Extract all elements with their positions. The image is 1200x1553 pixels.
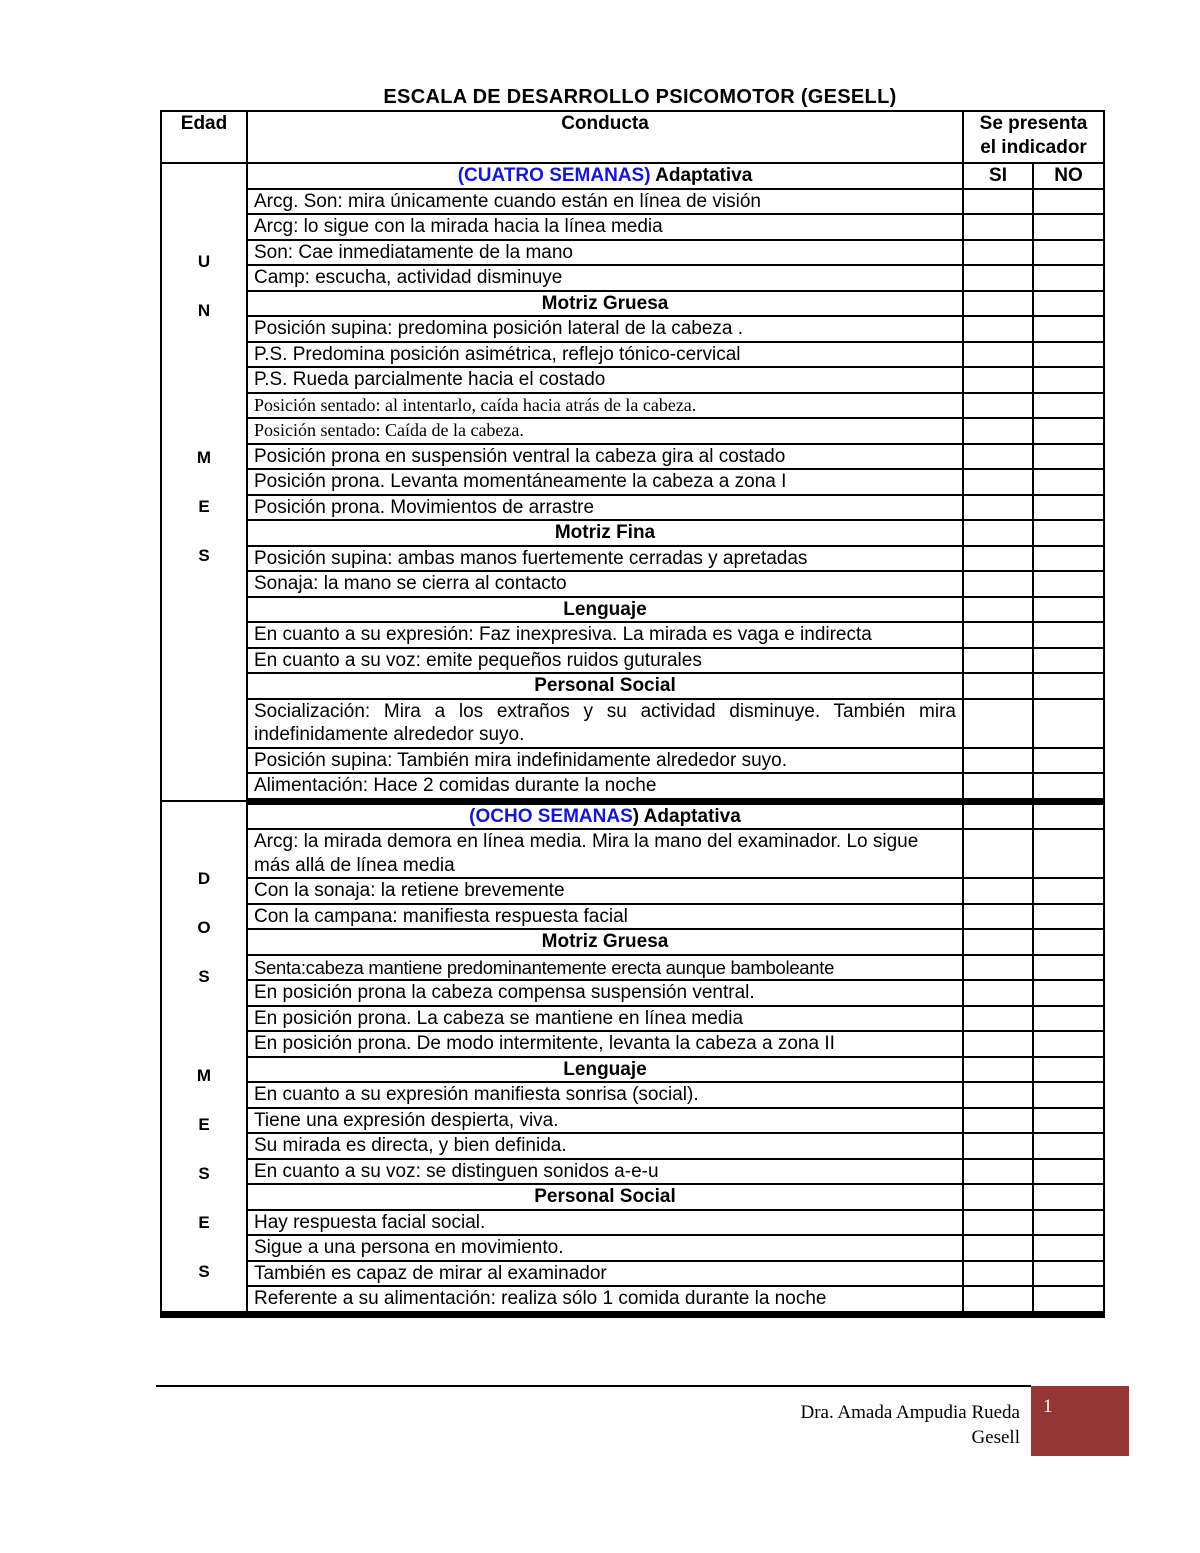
no-checkbox[interactable]: [1033, 367, 1104, 393]
no-checkbox[interactable]: [1033, 1184, 1104, 1210]
no-checkbox[interactable]: [1033, 878, 1104, 904]
table-row: [161, 316, 1104, 342]
no-checkbox[interactable]: [1033, 1159, 1104, 1185]
behavior-item: En cuanto a su voz: se distinguen sonidos a-e-u: [247, 1159, 963, 1185]
table-row: [161, 829, 1104, 878]
no-checkbox[interactable]: [1033, 829, 1104, 878]
si-checkbox[interactable]: [963, 367, 1033, 393]
header-presenta-line1: Se presenta: [979, 113, 1088, 134]
table-row: [161, 546, 1104, 572]
age-letter: M: [196, 1066, 212, 1086]
table-row: [161, 1235, 1104, 1261]
footer-subject: Gesell: [971, 1427, 1020, 1448]
age-letter: E: [198, 496, 210, 516]
footer-author: Dra. Amada Ampudia Rueda: [800, 1402, 1020, 1423]
table-row: [161, 1210, 1104, 1236]
si-checkbox[interactable]: [963, 1082, 1033, 1108]
table-row: [161, 1057, 1104, 1083]
si-checkbox[interactable]: [963, 240, 1033, 266]
no-checkbox[interactable]: [1033, 1031, 1104, 1057]
table-row: [161, 342, 1104, 368]
behavior-item: Posición prona. Levanta momentáneamente la cabeza a zona I: [247, 469, 963, 495]
behavior-item: En posición prona. De modo intermitente, levanta la cabeza a zona II: [247, 1031, 963, 1057]
behavior-item: En cuanto a su expresión: Faz inexpresiva. La mirada es vaga e indirecta: [247, 622, 963, 648]
si-checkbox[interactable]: [963, 648, 1033, 674]
behavior-item: P.S. Predomina posición asimétrica, reflejo tónico-cervical: [247, 342, 963, 368]
table-row: [161, 418, 1104, 444]
table-row: [161, 163, 1104, 189]
si-checkbox[interactable]: [963, 316, 1033, 342]
table-row: [161, 699, 1104, 748]
behavior-item: Con la sonaja: la retiene brevemente: [247, 878, 963, 904]
age-letter: S: [198, 1262, 210, 1282]
si-label: SI: [963, 163, 1033, 189]
behavior-item: Sonaja: la mano se cierra al contacto: [247, 571, 963, 597]
table-row: [161, 291, 1104, 317]
section-heading: Lenguaje: [247, 597, 963, 623]
behavior-item: En cuanto a su voz: emite pequeños ruidos guturales: [247, 648, 963, 674]
header-presenta-line2: el indicador: [980, 136, 1087, 158]
behavior-item: Posición supina: ambas manos fuertemente cerradas y apretadas: [247, 546, 963, 572]
table-row: [161, 367, 1104, 393]
si-checkbox[interactable]: [963, 444, 1033, 470]
no-checkbox[interactable]: [1033, 1261, 1104, 1287]
header-edad: Edad: [161, 111, 247, 163]
age-letter: N: [197, 300, 211, 320]
si-checkbox[interactable]: [963, 469, 1033, 495]
table-header-row: [161, 111, 1104, 163]
behavior-item: Referente a su alimentación: realiza sólo 1 comida durante la noche: [247, 1286, 963, 1314]
si-checkbox[interactable]: [963, 291, 1033, 317]
behavior-item: Posición supina: predomina posición lateral de la cabeza .: [247, 316, 963, 342]
header-conducta: Conducta: [247, 111, 963, 163]
table-row: [161, 622, 1104, 648]
table-row: [161, 773, 1104, 801]
behavior-item: Posición supina: También mira indefinidamente alrededor suyo.: [247, 748, 963, 774]
table-row: [161, 1184, 1104, 1210]
age-letter: U: [197, 251, 211, 271]
no-checkbox[interactable]: [1033, 955, 1104, 981]
behavior-item: Su mirada es directa, y bien definida.: [247, 1133, 963, 1159]
table-row: [161, 1108, 1104, 1134]
table-row: [161, 597, 1104, 623]
table-row: [161, 748, 1104, 774]
no-checkbox[interactable]: [1033, 980, 1104, 1006]
weeks-label: (OCHO SEMANAS: [469, 805, 633, 827]
no-checkbox[interactable]: [1033, 673, 1104, 699]
page-title: ESCALA DE DESARROLLO PSICOMOTOR (GESELL): [383, 86, 897, 108]
si-checkbox[interactable]: [963, 571, 1033, 597]
si-checkbox[interactable]: [963, 342, 1033, 368]
age-letter: S: [198, 1164, 210, 1184]
section-heading: Motriz Fina: [247, 520, 963, 546]
si-checkbox[interactable]: [963, 393, 1033, 419]
no-checkbox[interactable]: [1033, 571, 1104, 597]
no-checkbox[interactable]: [1033, 444, 1104, 470]
si-checkbox[interactable]: [963, 520, 1033, 546]
table-row: [161, 801, 1104, 829]
table-row: [161, 265, 1104, 291]
no-checkbox[interactable]: [1033, 214, 1104, 240]
si-checkbox[interactable]: [963, 980, 1033, 1006]
section-label: Adaptativa: [650, 165, 753, 186]
si-checkbox[interactable]: [963, 597, 1033, 623]
table-row: [161, 495, 1104, 521]
si-checkbox[interactable]: [963, 189, 1033, 215]
no-checkbox[interactable]: [1033, 240, 1104, 266]
no-checkbox[interactable]: [1033, 418, 1104, 444]
behavior-item: Tiene una expresión despierta, viva.: [247, 1108, 963, 1134]
gesell-table: [160, 110, 1105, 1318]
age-letter: S: [198, 545, 210, 565]
behavior-item: P.S. Rueda parcialmente hacia el costado: [247, 367, 963, 393]
no-checkbox[interactable]: [1033, 1235, 1104, 1261]
behavior-item: Arcg: lo sigue con la mirada hacia la línea media: [247, 214, 963, 240]
si-checkbox[interactable]: [963, 1261, 1033, 1287]
si-checkbox[interactable]: [963, 699, 1033, 748]
behavior-item: Arcg. Son: mira únicamente cuando están en línea de visión: [247, 189, 963, 215]
no-checkbox[interactable]: [1033, 622, 1104, 648]
footer-divider: [156, 1385, 1031, 1387]
si-checkbox[interactable]: [963, 495, 1033, 521]
behavior-item: Posición prona. Movimientos de arrastre: [247, 495, 963, 521]
si-checkbox[interactable]: [963, 929, 1033, 955]
age-letter: M: [196, 447, 212, 467]
si-checkbox[interactable]: [963, 1133, 1033, 1159]
si-checkbox[interactable]: [963, 1159, 1033, 1185]
section-heading: Lenguaje: [247, 1057, 963, 1083]
footer-author-block: [600, 1400, 1020, 1450]
table-row: [161, 469, 1104, 495]
si-checkbox[interactable]: [963, 878, 1033, 904]
section-label: ) Adaptativa: [632, 805, 741, 827]
si-checkbox[interactable]: [963, 1006, 1033, 1032]
behavior-item: Camp: escucha, actividad disminuye: [247, 265, 963, 291]
section-heading: Personal Social: [247, 1184, 963, 1210]
si-checkbox[interactable]: [963, 1108, 1033, 1134]
no-checkbox[interactable]: [1033, 316, 1104, 342]
age-cell-one-month: [161, 163, 247, 801]
no-checkbox[interactable]: [1033, 748, 1104, 774]
table-row: [161, 1286, 1104, 1314]
behavior-item: Posición sentado: Caída de la cabeza.: [247, 418, 963, 444]
age-letter: E: [198, 1213, 210, 1233]
behavior-item: Son: Cae inmediatamente de la mano: [247, 240, 963, 266]
no-checkbox[interactable]: [1033, 801, 1104, 829]
si-checkbox[interactable]: [963, 546, 1033, 572]
si-checkbox[interactable]: [963, 1210, 1033, 1236]
header-presenta: [963, 111, 1104, 163]
si-checkbox[interactable]: [963, 829, 1033, 878]
behavior-item: Posición prona en suspensión ventral la cabeza gira al costado: [247, 444, 963, 470]
no-checkbox[interactable]: [1033, 1006, 1104, 1032]
no-checkbox[interactable]: [1033, 520, 1104, 546]
si-checkbox[interactable]: [963, 955, 1033, 981]
behavior-item: En cuanto a su expresión manifiesta sonrisa (social).: [247, 1082, 963, 1108]
no-checkbox[interactable]: [1033, 265, 1104, 291]
section-heading-adaptativa: [247, 801, 963, 829]
no-checkbox[interactable]: [1033, 1133, 1104, 1159]
si-checkbox[interactable]: [963, 622, 1033, 648]
table-row: [161, 214, 1104, 240]
table-row: [161, 444, 1104, 470]
age-letter: D: [197, 869, 211, 889]
behavior-item: Posición sentado: al intentarlo, caída hacia atrás de la cabeza.: [247, 393, 963, 419]
si-checkbox[interactable]: [963, 1235, 1033, 1261]
behavior-item: Alimentación: Hace 2 comidas durante la noche: [247, 773, 963, 801]
no-checkbox[interactable]: [1033, 1286, 1104, 1314]
section-heading: Personal Social: [247, 673, 963, 699]
no-checkbox[interactable]: [1033, 189, 1104, 215]
behavior-item: Sigue a una persona en movimiento.: [247, 1235, 963, 1261]
si-checkbox[interactable]: [963, 418, 1033, 444]
no-checkbox[interactable]: [1033, 904, 1104, 930]
behavior-item: Con la campana: manifiesta respuesta facial: [247, 904, 963, 930]
table-row: [161, 980, 1104, 1006]
table-row: [161, 520, 1104, 546]
age-letter: E: [198, 1115, 210, 1135]
behavior-item: Senta:cabeza mantiene predominantemente erecta aunque bamboleante: [247, 955, 963, 981]
table-row: [161, 571, 1104, 597]
age-cell-two-months: [161, 801, 247, 1314]
si-checkbox[interactable]: [963, 801, 1033, 829]
no-checkbox[interactable]: [1033, 648, 1104, 674]
table-row: [161, 189, 1104, 215]
no-checkbox[interactable]: [1033, 1108, 1104, 1134]
no-checkbox[interactable]: [1033, 546, 1104, 572]
table-row: [161, 1082, 1104, 1108]
no-checkbox[interactable]: [1033, 342, 1104, 368]
table-row: [161, 1261, 1104, 1287]
no-label: NO: [1033, 163, 1104, 189]
section-heading: Motriz Gruesa: [247, 291, 963, 317]
si-checkbox[interactable]: [963, 673, 1033, 699]
page-number: 1: [1043, 1396, 1053, 1417]
no-checkbox[interactable]: [1033, 393, 1104, 419]
table-row: [161, 1159, 1104, 1185]
no-checkbox[interactable]: [1033, 495, 1104, 521]
table-row: [161, 240, 1104, 266]
behavior-item: Arcg: la mirada demora en línea media. Mira la mano del examinador. Lo sigue más allá de línea media: [247, 829, 963, 878]
no-checkbox[interactable]: [1033, 773, 1104, 801]
table-row: [161, 929, 1104, 955]
table-row: [161, 393, 1104, 419]
no-checkbox[interactable]: [1033, 929, 1104, 955]
age-letter: O: [197, 918, 211, 938]
no-checkbox[interactable]: [1033, 699, 1104, 748]
table-row: [161, 648, 1104, 674]
weeks-label: (CUATRO SEMANAS): [457, 165, 651, 186]
behavior-item: En posición prona la cabeza compensa suspensión ventral.: [247, 980, 963, 1006]
behavior-item: Socialización: Mira a los extraños y su actividad disminuye. También mira indefinidamente alrededor suyo.: [247, 699, 963, 748]
no-checkbox[interactable]: [1033, 1210, 1104, 1236]
table-row: [161, 1031, 1104, 1057]
table-row: [161, 878, 1104, 904]
si-checkbox[interactable]: [963, 773, 1033, 801]
behavior-item: Hay respuesta facial social.: [247, 1210, 963, 1236]
section-heading-adaptativa: [247, 163, 963, 189]
behavior-item: En posición prona. La cabeza se mantiene en línea media: [247, 1006, 963, 1032]
no-checkbox[interactable]: [1033, 1082, 1104, 1108]
si-checkbox[interactable]: [963, 1031, 1033, 1057]
table-row: [161, 904, 1104, 930]
no-checkbox[interactable]: [1033, 291, 1104, 317]
si-checkbox[interactable]: [963, 748, 1033, 774]
table-row: [161, 1133, 1104, 1159]
si-checkbox[interactable]: [963, 265, 1033, 291]
si-checkbox[interactable]: [963, 1184, 1033, 1210]
no-checkbox[interactable]: [1033, 1057, 1104, 1083]
table-row: [161, 1006, 1104, 1032]
table-row: [161, 673, 1104, 699]
table-row: [161, 955, 1104, 981]
si-checkbox[interactable]: [963, 1057, 1033, 1083]
no-checkbox[interactable]: [1033, 469, 1104, 495]
section-heading: Motriz Gruesa: [247, 929, 963, 955]
age-letter: S: [198, 967, 210, 987]
si-checkbox[interactable]: [963, 904, 1033, 930]
behavior-item: También es capaz de mirar al examinador: [247, 1261, 963, 1287]
si-checkbox[interactable]: [963, 1286, 1033, 1314]
page-number-box: [1031, 1386, 1129, 1456]
no-checkbox[interactable]: [1033, 597, 1104, 623]
si-checkbox[interactable]: [963, 214, 1033, 240]
